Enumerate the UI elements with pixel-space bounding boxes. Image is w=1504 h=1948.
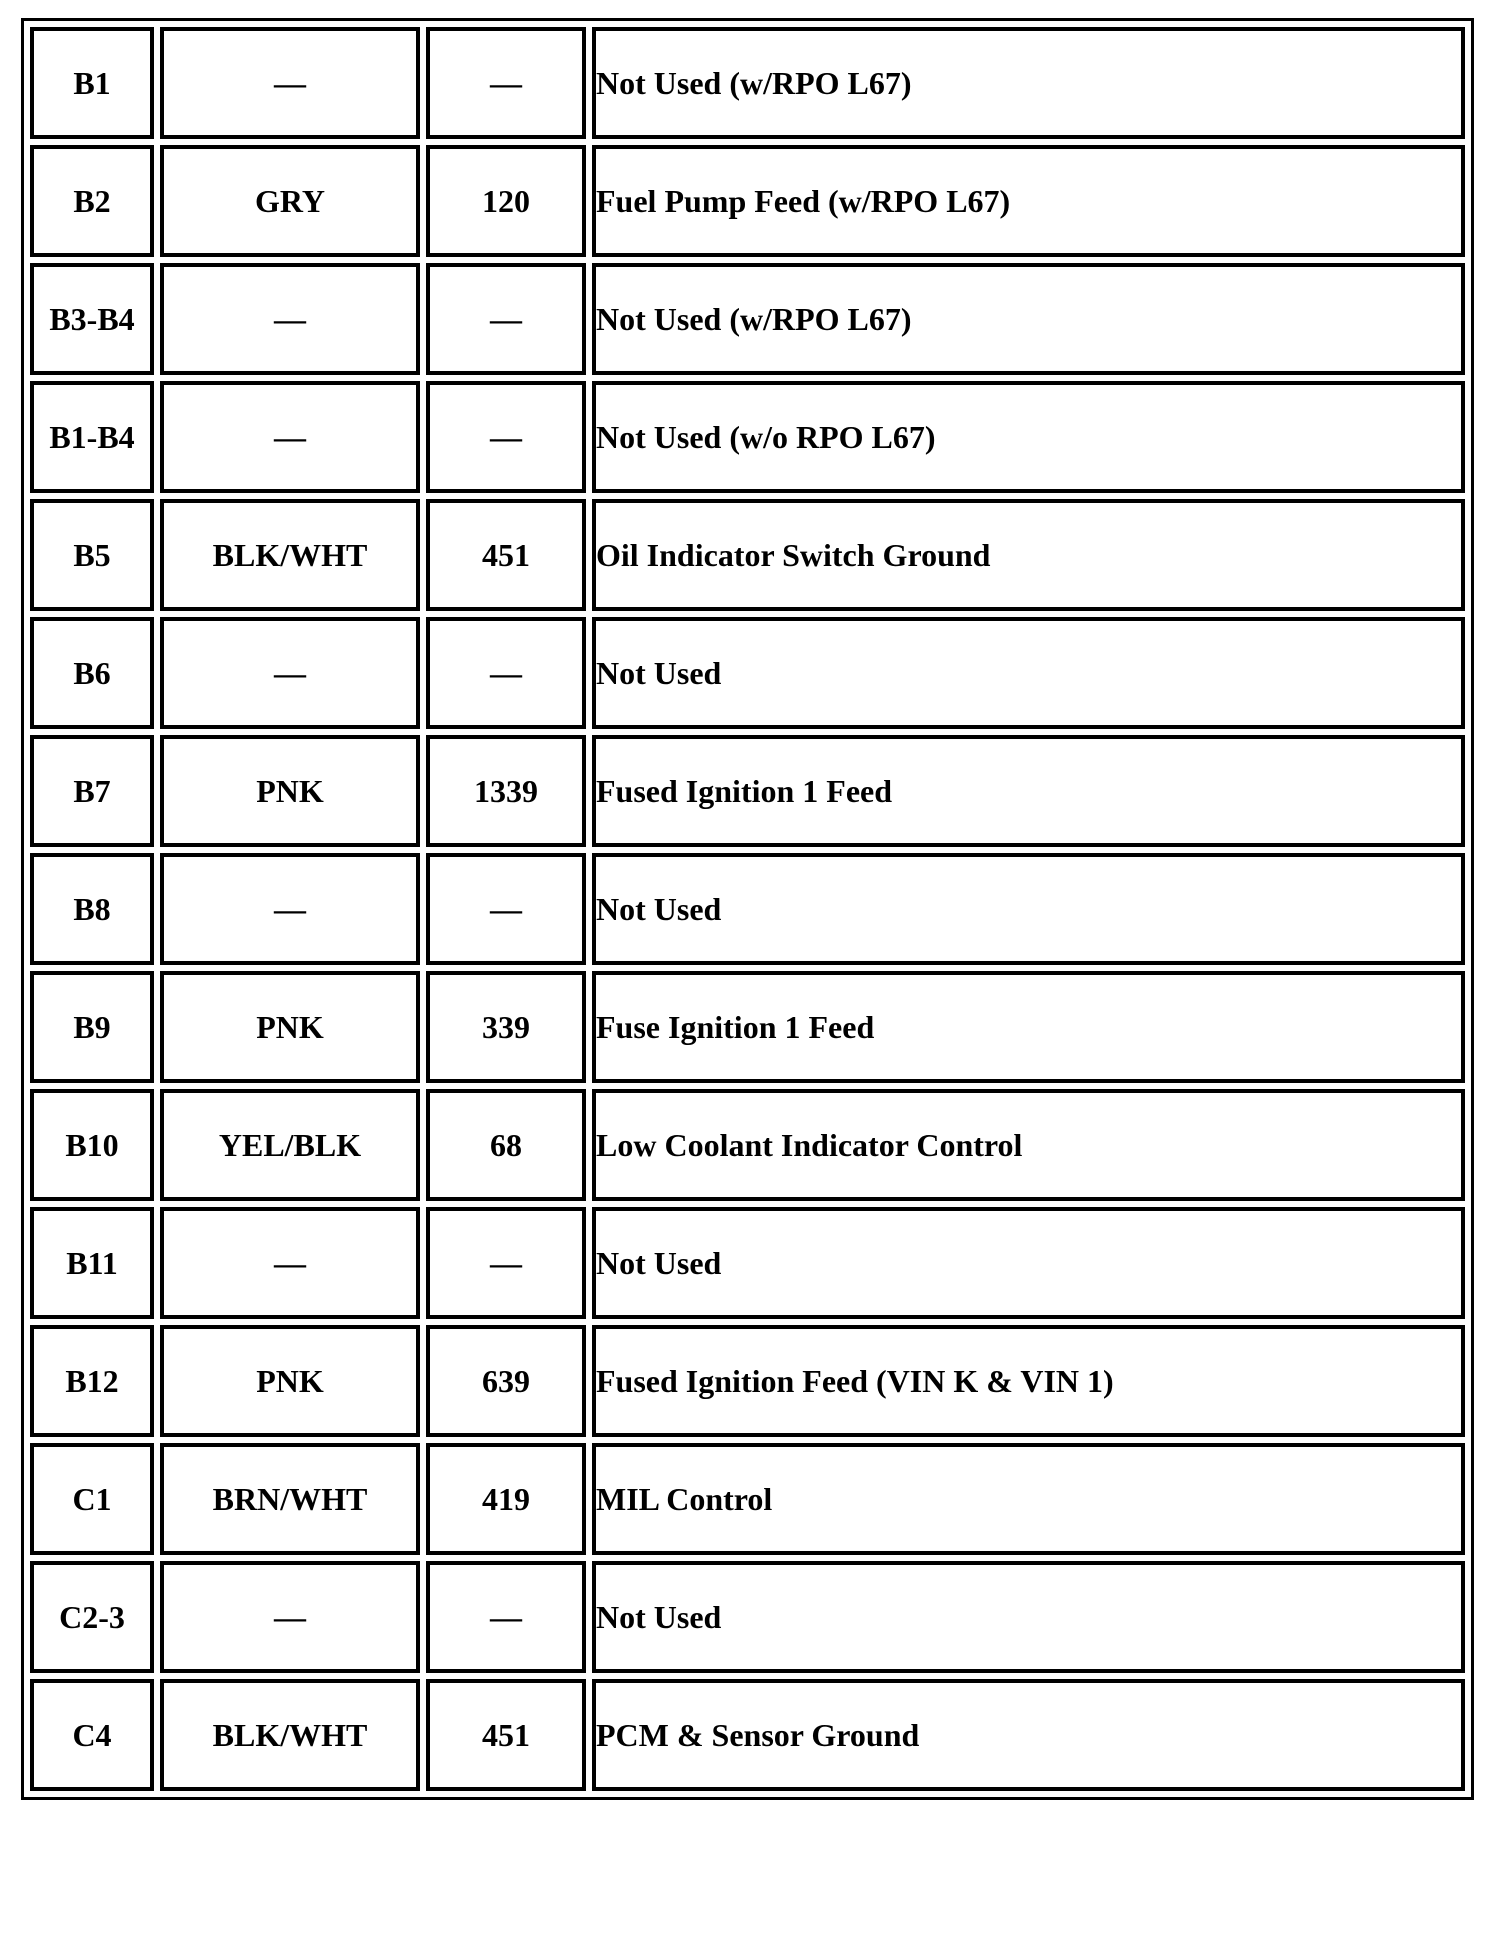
circuit-number-cell: 451 xyxy=(426,1679,586,1791)
circuit-number-cell: 419 xyxy=(426,1443,586,1555)
circuit-number-cell: 120 xyxy=(426,145,586,257)
wire-color-cell: YEL/BLK xyxy=(160,1089,420,1201)
function-cell: Oil Indicator Switch Ground xyxy=(592,499,1465,611)
table-row xyxy=(30,735,1465,847)
function-cell: Fuse Ignition 1 Feed xyxy=(592,971,1465,1083)
table-row xyxy=(30,1443,1465,1555)
table-row xyxy=(30,499,1465,611)
wire-color-cell: BLK/WHT xyxy=(160,1679,420,1791)
wire-color-cell: — xyxy=(160,263,420,375)
wire-color-cell: GRY xyxy=(160,145,420,257)
circuit-number-cell: — xyxy=(426,263,586,375)
table-row xyxy=(30,381,1465,493)
pin-cell: B1-B4 xyxy=(30,381,154,493)
circuit-number-cell: 339 xyxy=(426,971,586,1083)
table-row xyxy=(30,1561,1465,1673)
table-row xyxy=(30,1325,1465,1437)
wire-color-cell: PNK xyxy=(160,735,420,847)
circuit-number-cell: — xyxy=(426,617,586,729)
wire-color-cell: — xyxy=(160,617,420,729)
connector-pinout-table-frame xyxy=(21,18,1474,1800)
pin-cell: C4 xyxy=(30,1679,154,1791)
table-row xyxy=(30,145,1465,257)
pin-cell: B3-B4 xyxy=(30,263,154,375)
pin-cell: B7 xyxy=(30,735,154,847)
function-cell: Not Used (w/RPO L67) xyxy=(592,263,1465,375)
circuit-number-cell: 451 xyxy=(426,499,586,611)
pin-cell: B10 xyxy=(30,1089,154,1201)
wire-color-cell: — xyxy=(160,853,420,965)
wire-color-cell: BLK/WHT xyxy=(160,499,420,611)
circuit-number-cell: 1339 xyxy=(426,735,586,847)
circuit-number-cell: 639 xyxy=(426,1325,586,1437)
pin-cell: B5 xyxy=(30,499,154,611)
function-cell: Low Coolant Indicator Control xyxy=(592,1089,1465,1201)
wire-color-cell: BRN/WHT xyxy=(160,1443,420,1555)
function-cell: Fuel Pump Feed (w/RPO L67) xyxy=(592,145,1465,257)
function-cell: Fused Ignition 1 Feed xyxy=(592,735,1465,847)
table-row xyxy=(30,1207,1465,1319)
connector-pinout-table xyxy=(24,21,1471,1797)
table-row xyxy=(30,971,1465,1083)
pin-cell: B8 xyxy=(30,853,154,965)
pin-cell: C2-3 xyxy=(30,1561,154,1673)
circuit-number-cell: — xyxy=(426,1561,586,1673)
pin-cell: C1 xyxy=(30,1443,154,1555)
function-cell: PCM & Sensor Ground xyxy=(592,1679,1465,1791)
table-row xyxy=(30,27,1465,139)
pin-cell: B11 xyxy=(30,1207,154,1319)
function-cell: Not Used xyxy=(592,617,1465,729)
circuit-number-cell: — xyxy=(426,1207,586,1319)
table-row xyxy=(30,263,1465,375)
wire-color-cell: — xyxy=(160,381,420,493)
wire-color-cell: — xyxy=(160,27,420,139)
pin-cell: B9 xyxy=(30,971,154,1083)
function-cell: MIL Control xyxy=(592,1443,1465,1555)
function-cell: Not Used xyxy=(592,1207,1465,1319)
wire-color-cell: PNK xyxy=(160,971,420,1083)
pin-cell: B2 xyxy=(30,145,154,257)
function-cell: Fused Ignition Feed (VIN K & VIN 1) xyxy=(592,1325,1465,1437)
wire-color-cell: PNK xyxy=(160,1325,420,1437)
circuit-number-cell: 68 xyxy=(426,1089,586,1201)
circuit-number-cell: — xyxy=(426,27,586,139)
circuit-number-cell: — xyxy=(426,853,586,965)
circuit-number-cell: — xyxy=(426,381,586,493)
table-row xyxy=(30,1089,1465,1201)
pin-cell: B6 xyxy=(30,617,154,729)
table-row xyxy=(30,853,1465,965)
wire-color-cell: — xyxy=(160,1561,420,1673)
function-cell: Not Used (w/o RPO L67) xyxy=(592,381,1465,493)
function-cell: Not Used xyxy=(592,853,1465,965)
table-row xyxy=(30,1679,1465,1791)
wire-color-cell: — xyxy=(160,1207,420,1319)
table-row xyxy=(30,617,1465,729)
pin-cell: B12 xyxy=(30,1325,154,1437)
pin-cell: B1 xyxy=(30,27,154,139)
function-cell: Not Used (w/RPO L67) xyxy=(592,27,1465,139)
function-cell: Not Used xyxy=(592,1561,1465,1673)
